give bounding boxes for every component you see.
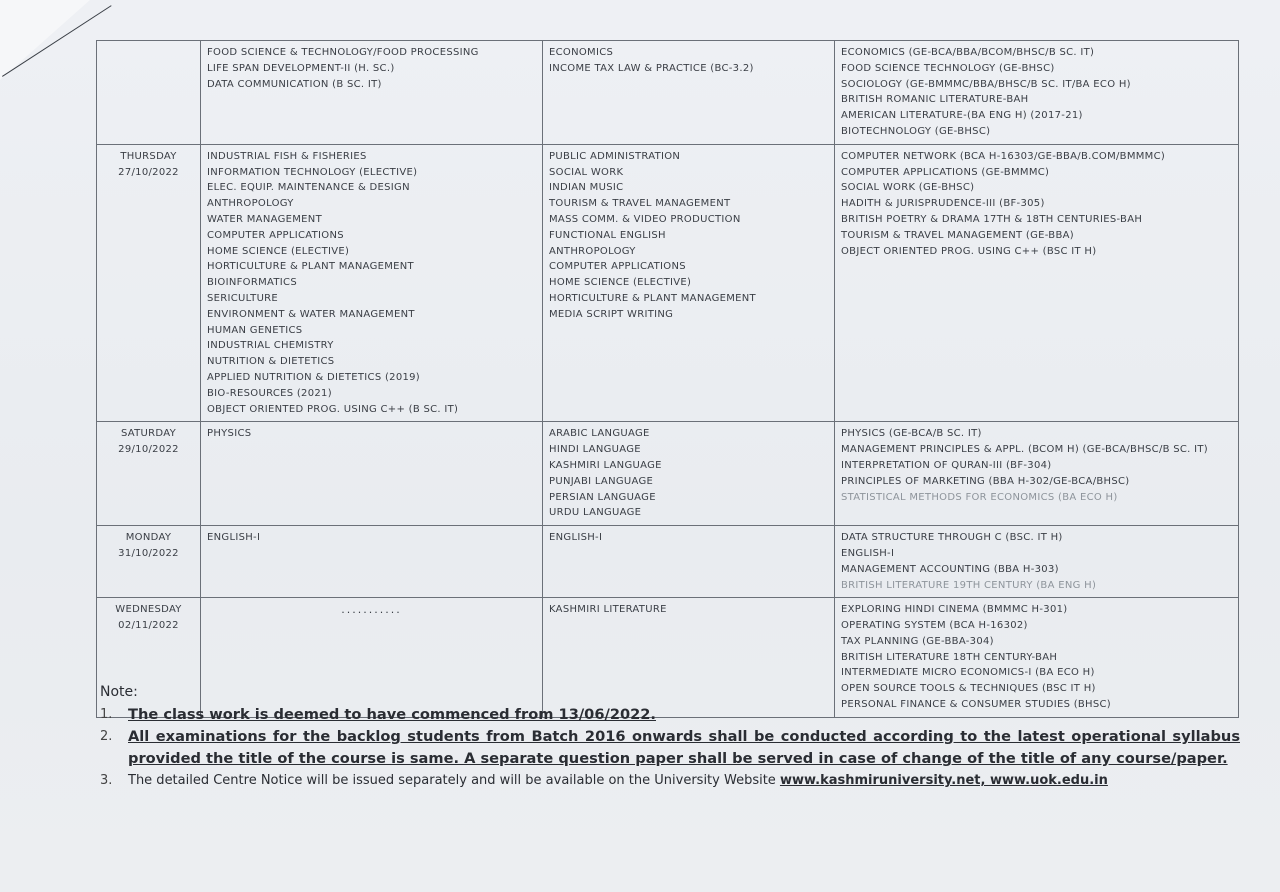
subject-entry: ECONOMICS (GE-BCA/BBA/BCOM/BHSC/B SC. IT) — [841, 47, 1095, 58]
note-number: 3. — [100, 773, 113, 788]
subject-entry: WATER MANAGEMENT — [207, 213, 322, 225]
subject-entry: BIOINFORMATICS — [207, 277, 297, 289]
note-text: The class work is deemed to have commenced from 13/06/2022. — [128, 706, 656, 723]
notes-section — [100, 684, 1240, 792]
day-cell — [97, 144, 201, 422]
subject-entry: ENGLISH-I — [207, 532, 261, 544]
schedule-row — [97, 526, 1239, 598]
subject-entry: BIOTECHNOLOGY (GE-BHSC) — [841, 125, 991, 137]
subject-entry: SOCIAL WORK (GE-BHSC) — [841, 182, 975, 194]
subject-entry: TOURISM & TRAVEL MANAGEMENT — [549, 198, 731, 210]
subject-entry: EXPLORING HINDI CINEMA (BMMMC H-301) — [841, 604, 1068, 616]
subject-entry: HOME SCIENCE (ELECTIVE) — [549, 277, 692, 289]
subject-entry: HORTICULTURE & PLANT MANAGEMENT — [549, 292, 756, 304]
subject-entry: INDUSTRIAL CHEMISTRY — [207, 340, 334, 352]
subjects-cell-1 — [201, 526, 543, 598]
subject-entry: ANTHROPOLOGY — [207, 198, 294, 210]
day-cell — [97, 526, 201, 598]
note-item-2 — [100, 726, 1240, 770]
subject-entry: APPLIED NUTRITION & DIETETICS (2019) — [207, 371, 421, 383]
schedule-row — [97, 422, 1239, 526]
subject-entry: COMPUTER APPLICATIONS — [549, 261, 686, 273]
subject-entry: SOCIAL WORK — [549, 166, 624, 178]
subjects-cell-2 — [543, 422, 835, 526]
subject-entry: FUNCTIONAL ENGLISH — [549, 229, 666, 241]
subject-entry: FOOD SCIENCE TECHNOLOGY (GE-BHSC) — [841, 62, 1055, 74]
subjects-cell-1 — [201, 422, 543, 526]
schedule-row — [97, 144, 1239, 422]
day-cell — [97, 41, 201, 145]
subject-entry: HOME SCIENCE (ELECTIVE) — [207, 245, 350, 257]
subject-entry: LIFE SPAN DEVELOPMENT-II (H. SC.) — [207, 62, 395, 74]
subject-entry: PERSONAL FINANCE & CONSUMER STUDIES (BHSC) — [841, 699, 1112, 711]
subject-entry: SOCIOLOGY (GE-BMMMC/BBA/BHSC/B SC. IT/BA ECO H) — [841, 78, 1131, 90]
subject-entry: MANAGEMENT PRINCIPLES & APPL. (BCOM H) (GE-BCA/BHSC/B SC. IT) — [841, 444, 1208, 456]
day-name: WEDNESDAY — [115, 604, 182, 616]
subject-entry: ANTHROPOLOGY — [549, 245, 636, 257]
subject-entry: URDU LANGUAGE — [549, 507, 642, 519]
note-text-body: The detailed Centre Notice will be issued separately and will be available on the University Website — [128, 773, 776, 788]
subject-entry: ENGLISH-I — [549, 532, 603, 544]
subject-entry: OBJECT ORIENTED PROG. USING C++ (B SC. IT) — [207, 403, 459, 415]
subject-entry: TAX PLANNING (GE-BBA-304) — [841, 635, 994, 647]
exam-date: 02/11/2022 — [118, 620, 179, 632]
subject-entry: HUMAN GENETICS — [207, 324, 303, 336]
subject-entry: PUBLIC ADMINISTRATION — [549, 150, 681, 162]
subject-entry: INTERMEDIATE MICRO ECONOMICS-I (BA ECO H) — [841, 667, 1095, 679]
subject-entry: PRINCIPLES OF MARKETING (BBA H-302/GE-BCA/BHSC) — [841, 475, 1130, 487]
subject-entry: INCOME TAX LAW & PRACTICE (BC-3.2) — [549, 62, 754, 74]
subjects-cell-2 — [543, 144, 835, 422]
subject-entry: ENGLISH-I — [841, 547, 895, 559]
subjects-cell-3 — [835, 144, 1239, 422]
subject-entry: AMERICAN LITERATURE-(BA ENG H) (2017-21) — [841, 110, 1083, 122]
subject-entry: FOOD SCIENCE & TECHNOLOGY/FOOD PROCESSING — [207, 47, 479, 58]
note-text: All examinations for the backlog students from Batch 2016 onwards shall be conducted according to the latest operational syllabus provided the title of the course is same. A separate question paper shall be served in case of change of the title of any course/paper. — [128, 728, 1240, 767]
subject-entry: SERICULTURE — [207, 292, 279, 304]
subject-entry: HADITH & JURISPRUDENCE-III (BF-305) — [841, 198, 1045, 210]
subject-entry: COMPUTER APPLICATIONS — [207, 229, 344, 241]
note-item-3 — [100, 770, 1240, 792]
subject-entry: TOURISM & TRAVEL MANAGEMENT (GE-BBA) — [841, 229, 1074, 241]
subject-entry: KASHMIRI LITERATURE — [549, 604, 667, 616]
note-number: 1. — [100, 707, 113, 722]
subject-entry: COMPUTER NETWORK (BCA H-16303/GE-BBA/B.COM/BMMMC) — [841, 150, 1166, 162]
note-item-1 — [100, 704, 1240, 726]
subject-entry: KASHMIRI LANGUAGE — [549, 459, 662, 471]
subject-entry: DATA STRUCTURE THROUGH C (BSC. IT H) — [841, 532, 1063, 544]
subject-entry: INFORMATION TECHNOLOGY (ELECTIVE) — [207, 166, 418, 178]
subject-entry: BRITISH LITERATURE 18TH CENTURY-BAH — [841, 651, 1058, 663]
subjects-cell-2 — [543, 526, 835, 598]
subject-entry: ELEC. EQUIP. MAINTENANCE & DESIGN — [207, 182, 410, 194]
subjects-cell-3 — [835, 41, 1239, 145]
subject-entry: BIO-RESOURCES (2021) — [207, 387, 332, 399]
subject-entry: BRITISH POETRY & DRAMA 17TH & 18TH CENTURIES-BAH — [841, 213, 1143, 225]
subject-entry: STATISTICAL METHODS FOR ECONOMICS (BA ECO H) — [841, 491, 1118, 503]
subjects-cell-2 — [543, 41, 835, 145]
subject-entry: MANAGEMENT ACCOUNTING (BBA H-303) — [841, 563, 1059, 575]
day-name: MONDAY — [125, 532, 172, 544]
subject-entry: MEDIA SCRIPT WRITING — [549, 308, 674, 320]
note-number: 2. — [100, 729, 113, 744]
day-name: SATURDAY — [120, 428, 177, 440]
subject-entry: MASS COMM. & VIDEO PRODUCTION — [549, 213, 741, 225]
subject-entry: HORTICULTURE & PLANT MANAGEMENT — [207, 261, 414, 273]
subject-entry: OBJECT ORIENTED PROG. USING C++ (BSC IT H) — [841, 245, 1097, 257]
subject-entry: HINDI LANGUAGE — [549, 444, 641, 456]
subjects-cell-1 — [201, 144, 543, 422]
subject-entry: PHYSICS (GE-BCA/B SC. IT) — [841, 428, 982, 440]
subject-entry: ........... — [341, 603, 402, 617]
schedule-row — [97, 41, 1239, 145]
subject-entry: ARABIC LANGUAGE — [549, 428, 650, 440]
subject-entry: NUTRITION & DIETETICS — [207, 356, 335, 368]
subject-entry: DATA COMMUNICATION (B SC. IT) — [207, 78, 382, 90]
subject-entry: PHYSICS — [207, 428, 252, 440]
day-name: THURSDAY — [120, 150, 177, 162]
subject-entry: INDIAN MUSIC — [549, 182, 624, 194]
note-text — [128, 770, 1240, 792]
subjects-cell-1 — [201, 41, 543, 145]
subject-entry: INDUSTRIAL FISH & FISHERIES — [207, 150, 367, 162]
exam-date: 31/10/2022 — [118, 547, 179, 559]
exam-date: 29/10/2022 — [118, 444, 179, 456]
subject-entry: ENVIRONMENT & WATER MANAGEMENT — [207, 308, 415, 320]
subject-entry: PUNJABI LANGUAGE — [549, 475, 654, 487]
subject-entry: COMPUTER APPLICATIONS (GE-BMMMC) — [841, 166, 1050, 178]
schedule-grid — [96, 40, 1239, 718]
notes-title: Note: — [100, 684, 138, 700]
subject-entry: OPEN SOURCE TOOLS & TECHNIQUES (BSC IT H) — [841, 683, 1096, 695]
day-cell — [97, 422, 201, 526]
subjects-cell-3 — [835, 526, 1239, 598]
subjects-cell-3 — [835, 422, 1239, 526]
exam-date: 27/10/2022 — [118, 166, 179, 178]
subject-entry: ECONOMICS — [549, 47, 614, 58]
subject-entry: INTERPRETATION OF QURAN-III (BF-304) — [841, 459, 1052, 471]
subject-entry: PERSIAN LANGUAGE — [549, 491, 656, 503]
university-website-links[interactable]: www.kashmiruniversity.net, www.uok.edu.in — [779, 773, 1108, 788]
subject-entry: OPERATING SYSTEM (BCA H-16302) — [841, 620, 1028, 632]
subject-entry: BRITISH ROMANIC LITERATURE-BAH — [841, 94, 1029, 106]
subject-entry: BRITISH LITERATURE 19TH CENTURY (BA ENG H) — [841, 579, 1097, 591]
